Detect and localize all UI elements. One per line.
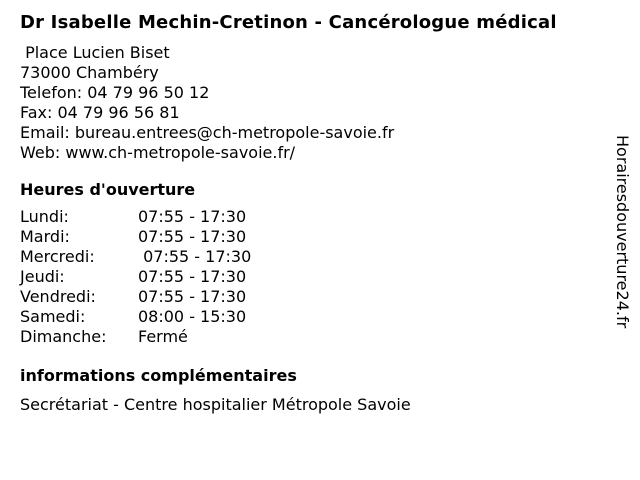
hours-row-friday bbox=[20, 287, 610, 307]
day-label: Vendredi: bbox=[20, 287, 96, 306]
day-label: Lundi: bbox=[20, 207, 69, 226]
hours-row-saturday bbox=[20, 307, 610, 327]
time-range: 07:55 - 17:30 bbox=[138, 267, 247, 286]
time-range: 07:55 - 17:30 bbox=[138, 287, 247, 306]
day-label: Mercredi: bbox=[20, 247, 95, 266]
day-label: Samedi: bbox=[20, 307, 86, 326]
city-address: 73000 Chambéry bbox=[20, 63, 159, 82]
hours-row-sunday bbox=[20, 327, 610, 347]
time-range: 08:00 - 15:30 bbox=[138, 307, 247, 326]
page-title: Dr Isabelle Mechin-Cretinon - Cancérologue médical bbox=[20, 12, 557, 33]
time-range: 07:55 - 17:30 bbox=[138, 207, 247, 226]
time-range: 07:55 - 17:30 bbox=[138, 247, 252, 266]
day-label: Mardi: bbox=[20, 227, 70, 246]
time-range: 07:55 - 17:30 bbox=[138, 227, 247, 246]
opening-hours-heading: Heures d'ouverture bbox=[20, 180, 196, 199]
additional-info-text: Secrétariat - Centre hospitalier Métropole Savoie bbox=[20, 395, 411, 414]
phone-number: Telefon: 04 79 96 50 12 bbox=[20, 83, 210, 102]
hours-row-tuesday bbox=[20, 227, 610, 247]
email-address: Email: bureau.entrees@ch-metropole-savoie.fr bbox=[20, 123, 395, 142]
website-address: Web: www.ch-metropole-savoie.fr/ bbox=[20, 143, 296, 162]
day-label: Dimanche: bbox=[20, 327, 107, 346]
hours-row-thursday bbox=[20, 267, 610, 287]
site-watermark: Horairesdouverture24.fr bbox=[613, 135, 632, 329]
additional-info-heading: informations complémentaires bbox=[20, 366, 297, 385]
hours-row-wednesday bbox=[20, 247, 610, 267]
contact-block bbox=[20, 43, 610, 163]
street-address: Place Lucien Biset bbox=[20, 43, 170, 62]
opening-hours-table bbox=[20, 207, 610, 347]
hours-row-monday bbox=[20, 207, 610, 227]
page-content bbox=[20, 10, 610, 415]
day-label: Jeudi: bbox=[20, 267, 65, 286]
time-range: Fermé bbox=[138, 327, 188, 346]
fax-number: Fax: 04 79 96 56 81 bbox=[20, 103, 180, 122]
